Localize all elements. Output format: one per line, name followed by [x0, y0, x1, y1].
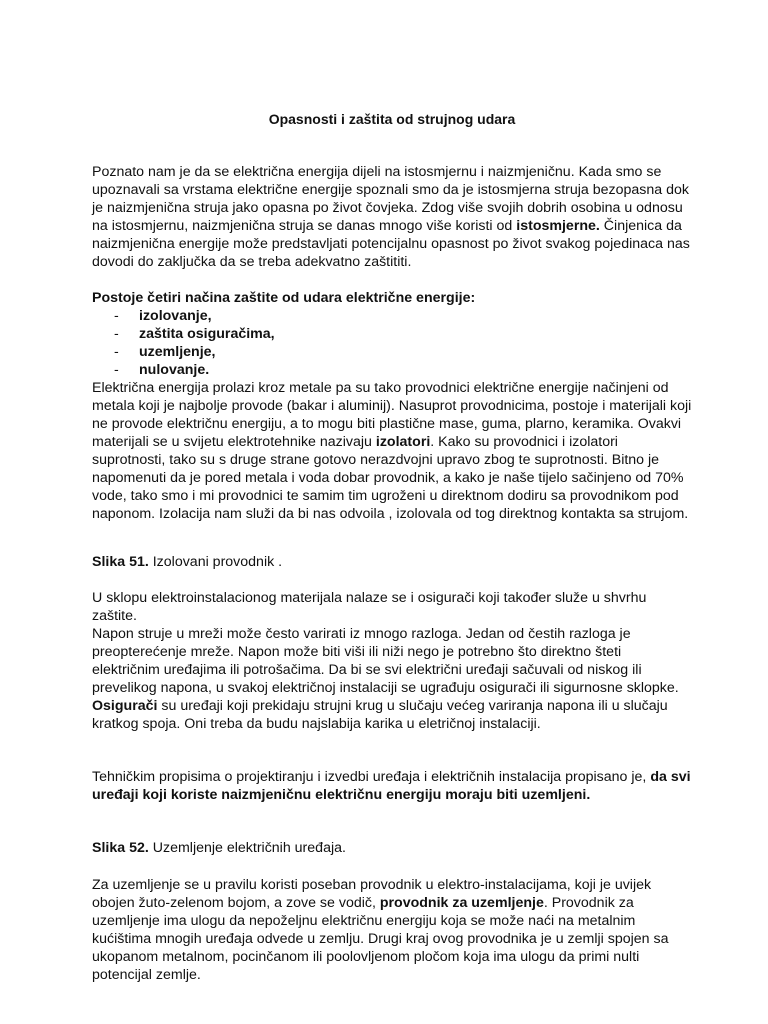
method-item: - uzemljenje,	[92, 343, 692, 361]
methods-heading: Postoje četiri načina zaštite od udara električne energije:	[92, 290, 476, 306]
figure-51-caption: Slika 51. Izolovani provodnik .	[92, 554, 283, 570]
fuses-definition: Osigurači su uređaji koji prekidaju strujni krug u slučaju većeg variranja napona ili u slučaju kratkog spoja. Oni treba da budu najslabija karika u eletričnoj instalaciji.	[92, 698, 668, 732]
method-item: - zaštita osiguračima,	[92, 325, 692, 343]
figure-52-caption: Slika 52. Uzemljenje električnih uređaja.	[92, 840, 346, 856]
regulation-paragraph: Tehničkim propisima o projektiranju i izvedbi uređaja i električnih instalacija propisano je, da svi uređaji koji koriste naizmjeničnu električnu energiju moraju biti uzemljeni.	[92, 769, 691, 803]
document-title: Opasnosti i zaštita od strujnog udara	[268, 111, 516, 127]
fuses-intro: U sklopu elektroinstalacionog materijala nalaze se i osigurači koji također služe u shvrhu zaštite.	[92, 590, 647, 624]
methods-list	[92, 307, 692, 379]
fuses-voltage: Napon struje u mreži može često varirati iz mnogo razloga. Jedan od čestih razloga je preopterećenje mreže. Napon može biti viši ili niži nego je potrebno što direktno šteti električnim uređajima ili potrošačima. Da bi se svi električni uređaji sačuvali od niskog ili prevelikog napona, u svakoj električnoj instalaciji se ugrađuju osigurači ili sigurnosne sklopke.	[92, 626, 679, 696]
method-item: - nulovanje.	[92, 361, 692, 379]
intro-paragraph: Poznato nam je da se električna energija dijeli na istosmjernu i naizmjeničnu. Kada smo se upoznavali sa vrstama električne energije spoznali smo da je istosmjerna struja bezopasna dok je naizmjenična struja jako opasna po život čovjeka. Zdog više svojih dobrih osobina u odnosu na istosmjernu, naizmjenična struja se danas mnogo više koristi od istosmjerne. Činjenica da naizmjenična energije može predstavljati potencijalnu opasnost po život svakog pojedinaca nas dovodi do zaključka da se treba adekvatno zaštititi.	[92, 164, 690, 270]
fuses-section	[92, 589, 692, 733]
grounding-paragraph: Za uzemljenje se u pravilu koristi poseban provodnik u elektro-instalacijama, koji je uvijek obojen žuto-zelenom bojom, a zove se vodič, provodnik za uzemljenje. Provodnik za uzemljenje ima ulogu da nepoželjnu električnu energiju koja se može naći na metalnim kućištima mnogih uređaja odvede u zemlju. Drugi kraj ovog provodnika je u zemlji spojen sa ukopanom metalnom, pocinčanom ili poolovljenom pločom koja ima ulogu da primi nulti potencijal zemlje.	[92, 877, 669, 983]
conductors-paragraph: Električna energija prolazi kroz metale pa su tako provodnici električne energije načinjeni od metala koji je najbolje provode (bakar i aluminij). Nasuprot provodnicima, postoje i materijali koji ne provode električnu energiju, a to mogu biti plastične mase, guma, plarno, keramika. Ovakvi materijali se u svijetu elektrotehnike nazivaju izolatori. Kako su provodnici i izolatori suprotnosti, tako su s druge strane gotovo nerazdvojni upravo zbog te suprotnosti. Bitno je napomenuti da je pored metala i voda dobar provodnik, a kako je naše tijelo sačinjeno od 70% vode, tako smo i mi provodnici te samim tim ugroženi u direktnom dodiru sa provodnikom pod naponom. Izolacija nam služi da bi nas odvoila , izolovala od tog direktnog kontakta sa strujom.	[92, 380, 692, 522]
protection-methods	[92, 289, 692, 379]
method-item: - izolovanje,	[92, 307, 692, 325]
